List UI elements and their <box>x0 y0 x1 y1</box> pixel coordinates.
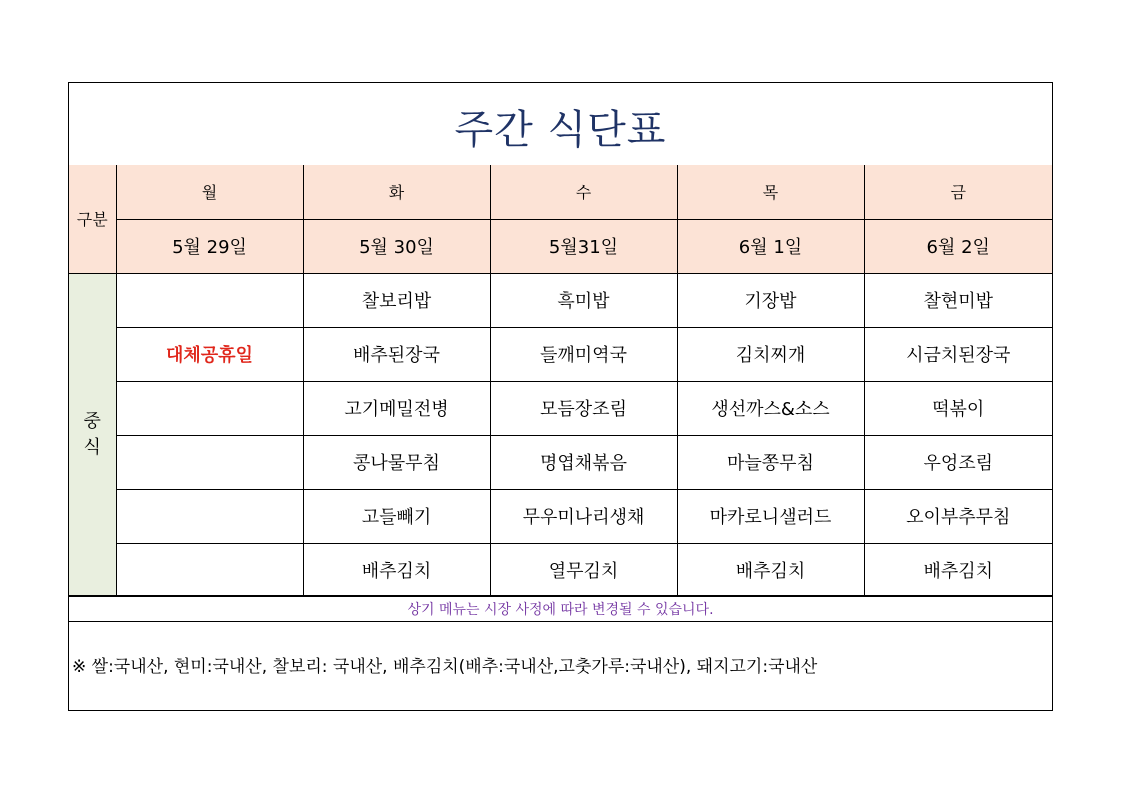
date-thu: 6월 1일 <box>677 219 864 273</box>
holiday-label: 대체공휴일 <box>116 327 303 381</box>
menu-cell: 흑미밥 <box>490 273 677 327</box>
menu-row <box>69 381 1052 435</box>
menu-cell: 고들빼기 <box>303 489 490 543</box>
title-row <box>69 83 1052 166</box>
menu-cell: 들깨미역국 <box>490 327 677 381</box>
menu-cell <box>116 543 303 596</box>
lunch-label-char-2: 식 <box>83 436 101 458</box>
date-wed: 5월31일 <box>490 219 677 273</box>
menu-cell: 마늘쫑무침 <box>677 435 864 489</box>
menu-row <box>69 435 1052 489</box>
date-mon: 5월 29일 <box>116 219 303 273</box>
menu-cell: 배추된장국 <box>303 327 490 381</box>
lunch-label-char-1: 중 <box>83 410 101 432</box>
menu-cell: 떡볶이 <box>864 381 1052 435</box>
menu-cell: 배추김치 <box>303 543 490 596</box>
menu-row <box>69 327 1052 381</box>
menu-cell: 배추김치 <box>864 543 1052 596</box>
notice-row <box>69 595 1052 622</box>
menu-cell <box>116 435 303 489</box>
menu-cell: 마카로니샐러드 <box>677 489 864 543</box>
menu-cell: 열무김치 <box>490 543 677 596</box>
menu-cell: 기장밥 <box>677 273 864 327</box>
weekly-menu-sheet <box>68 82 1053 711</box>
menu-cell: 김치찌개 <box>677 327 864 381</box>
menu-row <box>69 273 1052 327</box>
date-tue: 5월 30일 <box>303 219 490 273</box>
menu-cell: 오이부추무침 <box>864 489 1052 543</box>
date-header-row <box>69 219 1052 273</box>
date-fri: 6월 2일 <box>864 219 1052 273</box>
menu-change-notice: 상기 메뉴는 시장 사정에 따라 변경될 수 있습니다. <box>407 601 714 618</box>
origin-note: ※ 쌀:국내산, 현미:국내산, 찰보리: 국내산, 배추김치(배추:국내산,고춧가루:국내산), 돼지고기:국내산 <box>72 656 818 677</box>
menu-cell: 배추김치 <box>677 543 864 596</box>
lunch-label <box>69 273 116 596</box>
day-mon: 월 <box>116 165 303 219</box>
menu-cell: 찰보리밥 <box>303 273 490 327</box>
menu-cell <box>116 381 303 435</box>
menu-cell: 무우미나리생채 <box>490 489 677 543</box>
day-fri: 금 <box>864 165 1052 219</box>
menu-row <box>69 489 1052 543</box>
menu-cell: 생선까스&소스 <box>677 381 864 435</box>
page-title: 주간 식단표 <box>454 106 667 153</box>
origin-row <box>69 622 1052 710</box>
day-thu: 목 <box>677 165 864 219</box>
category-label: 구분 <box>69 165 116 273</box>
menu-cell: 우엉조림 <box>864 435 1052 489</box>
menu-cell: 모듬장조림 <box>490 381 677 435</box>
menu-cell: 명엽채볶음 <box>490 435 677 489</box>
day-header-row <box>69 165 1052 219</box>
menu-row <box>69 543 1052 596</box>
day-wed: 수 <box>490 165 677 219</box>
menu-cell: 찰현미밥 <box>864 273 1052 327</box>
menu-cell: 시금치된장국 <box>864 327 1052 381</box>
menu-cell: 콩나물무침 <box>303 435 490 489</box>
menu-table <box>69 165 1052 597</box>
day-tue: 화 <box>303 165 490 219</box>
menu-cell <box>116 489 303 543</box>
menu-cell: 고기메밀전병 <box>303 381 490 435</box>
menu-cell <box>116 273 303 327</box>
